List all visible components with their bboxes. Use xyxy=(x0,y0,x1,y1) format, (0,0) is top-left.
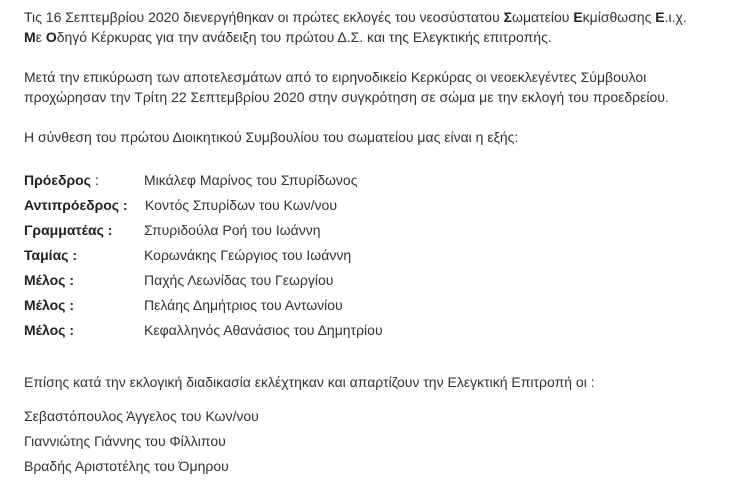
intro-text-2: ωματείου xyxy=(512,9,574,25)
board-role: Γραμματέας : xyxy=(24,221,113,238)
audit-member: Γιαννιώτης Γιάννης του Φίλλιπου xyxy=(24,433,226,449)
board-row-secretary xyxy=(24,217,729,242)
intro-initial-m: Μ xyxy=(24,29,36,45)
board-member-name: Κοντός Σπυρίδων του Κων/νου xyxy=(145,196,337,213)
board-member-name: Κεφαλληνός Αθανάσιος του Δημητρίου xyxy=(144,321,383,338)
audit-intro: Επίσης κατά την εκλογική διαδικασία εκλέχτηκαν και απαρτίζουν την Ελεγκτική Επιτροπή οι : xyxy=(24,374,595,390)
intro-text-1: Τις 16 Σεπτεμβρίου 2020 διενεργήθηκαν οι πρώτες εκλογές του νεοσύστατου xyxy=(24,9,504,25)
board-row-vice-president xyxy=(24,192,729,217)
audit-committee-list xyxy=(24,404,729,479)
intro-initial-e: Ε xyxy=(573,9,583,25)
audit-member: Σεβαστόπουλος Άγγελος του Κων/νου xyxy=(24,408,259,424)
board-row-member-2 xyxy=(24,292,729,317)
board-row-president xyxy=(24,167,729,192)
board-member-name: Πελάης Δημήτριος του Αντωνίου xyxy=(144,296,343,313)
board-role: Αντιπρόεδρος : xyxy=(24,196,128,213)
board-member-name: Μικάλεφ Μαρίνος του Σπυρίδωνος xyxy=(144,171,358,188)
intro-paragraph xyxy=(24,7,729,47)
intro-text-4: .ι.χ. xyxy=(664,9,687,25)
intro-text-3: κμίσθωσης xyxy=(582,9,656,25)
board-role: Μέλος : xyxy=(24,321,74,338)
board-member-name: Παχής Λεωνίδας του Γεωργίου xyxy=(144,271,334,288)
ratification-paragraph: Μετά την επικύρωση των αποτελεσμάτων από το ειρηνοδικείο Κερκύρας οι νεοεκλεγέντες Σύμβουλοι προχώρησαν την Τρίτη 22 Σεπτεμβρίου 2020 στην συγκρότηση σε σώμα με την εκλογή του προεδρείου. xyxy=(24,69,669,105)
board-member-name: Κορωνάκης Γεώργιος του Ιωάννη xyxy=(144,246,352,263)
board-role: Πρόεδρος : xyxy=(24,171,99,188)
intro-text-5: ε xyxy=(35,29,46,45)
board-row-treasurer xyxy=(24,242,729,267)
board-row-member-3 xyxy=(24,317,729,342)
board-row-member-1 xyxy=(24,267,729,292)
board-member-name: Σπυριδούλα Ροή του Ιωάννη xyxy=(144,221,321,238)
composition-intro: Η σύνθεση του πρώτου Διοικητικού Συμβουλίου του σωματείου μας είναι η εξής: xyxy=(24,129,519,145)
intro-initial-s: Σ xyxy=(503,9,513,25)
audit-member: Βραδής Αριστοτέλης του Όμηρου xyxy=(24,458,229,474)
board-role: Ταμίας : xyxy=(24,246,78,263)
board-list xyxy=(24,167,729,342)
board-role: Μέλος : xyxy=(24,271,74,288)
board-role: Μέλος : xyxy=(24,296,74,313)
intro-initial-e2: Ε xyxy=(655,9,665,25)
intro-initial-o: Ο xyxy=(45,29,57,45)
intro-text-6: δηγό Κέρκυρας για την ανάδειξη του πρώτου Δ.Σ. και της Ελεγκτικής επιτροπής. xyxy=(56,29,552,45)
